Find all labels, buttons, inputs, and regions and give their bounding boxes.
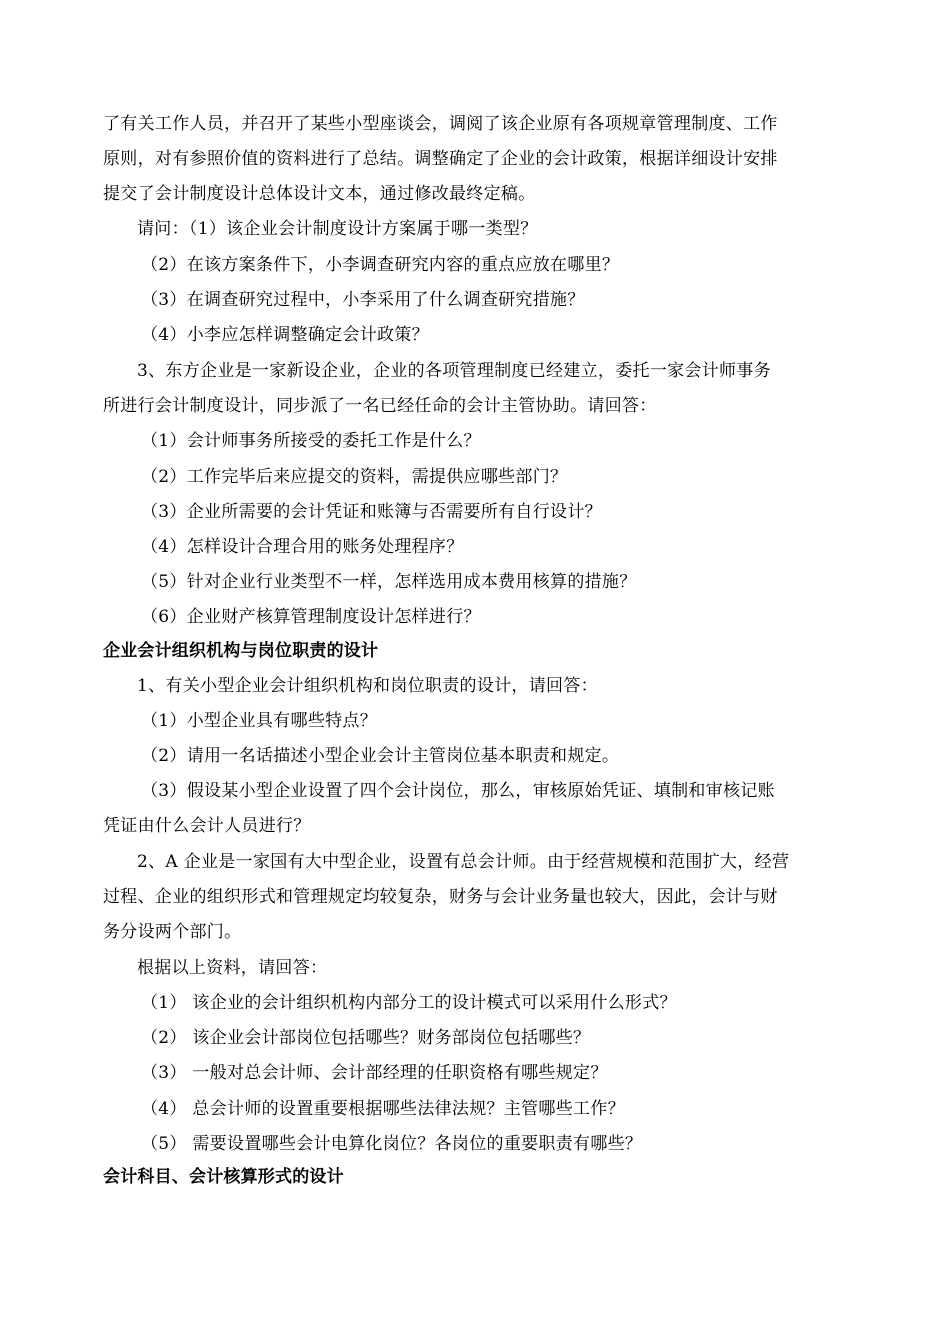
section-heading: 会计科目、会计核算形式的设计	[103, 1167, 344, 1187]
question-line: （5） 需要设置哪些会计电算化岗位？各岗位的重要职责有哪些？	[141, 1134, 643, 1154]
paragraph-line: 1、有关小型企业会计组织机构和岗位职责的设计，请回答：	[137, 676, 598, 696]
question-line: （4） 总会计师的设置重要根据哪些法律法规？主管哪些工作？	[141, 1099, 625, 1119]
question-line: （2）工作完毕后来应提交的资料，需提供应哪些部门？	[141, 467, 568, 487]
question-line: （4）小李应怎样调整确定会计政策？	[141, 325, 429, 345]
question-line: （2） 该企业会计部岗位包括哪些？财务部岗位包括哪些？	[141, 1028, 591, 1048]
question-line: 请问：（1）该企业会计制度设计方案属于哪一类型？	[137, 219, 538, 239]
paragraph-line: 务分设两个部门。	[103, 922, 242, 942]
section-heading: 企业会计组织机构与岗位职责的设计	[103, 641, 379, 661]
question-line: （3）假设某小型企业设置了四个会计岗位，那么，审核原始凭证、填制和审核记账	[141, 781, 775, 801]
question-line: （2）请用一名话描述小型企业会计主管岗位基本职责和规定。	[141, 746, 620, 766]
question-line: （3） 一般对总会计师、会计部经理的任职资格有哪些规定？	[141, 1063, 608, 1083]
paragraph-line: 2、A 企业是一家国有大中型企业，设置有总会计师。由于经营规模和范围扩大，经营	[137, 852, 790, 872]
question-line: （3）在调查研究过程中，小李采用了什么调查研究措施？	[141, 290, 585, 310]
question-line: （1）小型企业具有哪些特点？	[141, 711, 378, 731]
question-line: （3）企业所需要的会计凭证和账簿与否需要所有自行设计？	[141, 502, 602, 522]
question-line: （1） 该企业的会计组织机构内部分工的设计模式可以采用什么形式？	[141, 993, 677, 1013]
question-line: （6）企业财产核算管理制度设计怎样进行？	[141, 607, 481, 627]
paragraph-line: 原则，对有参照价值的资料进行了总结。调整确定了企业的会计政策，根据详细设计安排	[103, 149, 778, 169]
paragraph-line: 所进行会计制度设计，同步派了一名已经任命的会计主管协助。请回答：	[103, 396, 657, 416]
question-line: （4）怎样设计合理合用的账务处理程序？	[141, 537, 464, 557]
paragraph-line: 提交了会计制度设计总体设计文本，通过修改最终定稿。	[103, 184, 536, 204]
paragraph-line: 凭证由什么会计人员进行？	[103, 816, 311, 836]
question-line: （2）在该方案条件下，小李调查研究内容的重点应放在哪里？	[141, 255, 620, 275]
paragraph-line: 根据以上资料，请回答：	[137, 958, 328, 978]
paragraph-line: 3、东方企业是一家新设企业，企业的各项管理制度已经建立，委托一家会计师事务	[137, 361, 771, 381]
paragraph-line: 了有关工作人员，并召开了某些小型座谈会，调阅了该企业原有各项规章管理制度、工作	[103, 114, 778, 134]
question-line: （5）针对企业行业类型不一样，怎样选用成本费用核算的措施？	[141, 572, 637, 592]
question-line: （1）会计师事务所接受的委托工作是什么？	[141, 431, 481, 451]
paragraph-line: 过程、企业的组织形式和管理规定均较复杂，财务与会计业务量也较大，因此，会计与财	[103, 887, 778, 907]
